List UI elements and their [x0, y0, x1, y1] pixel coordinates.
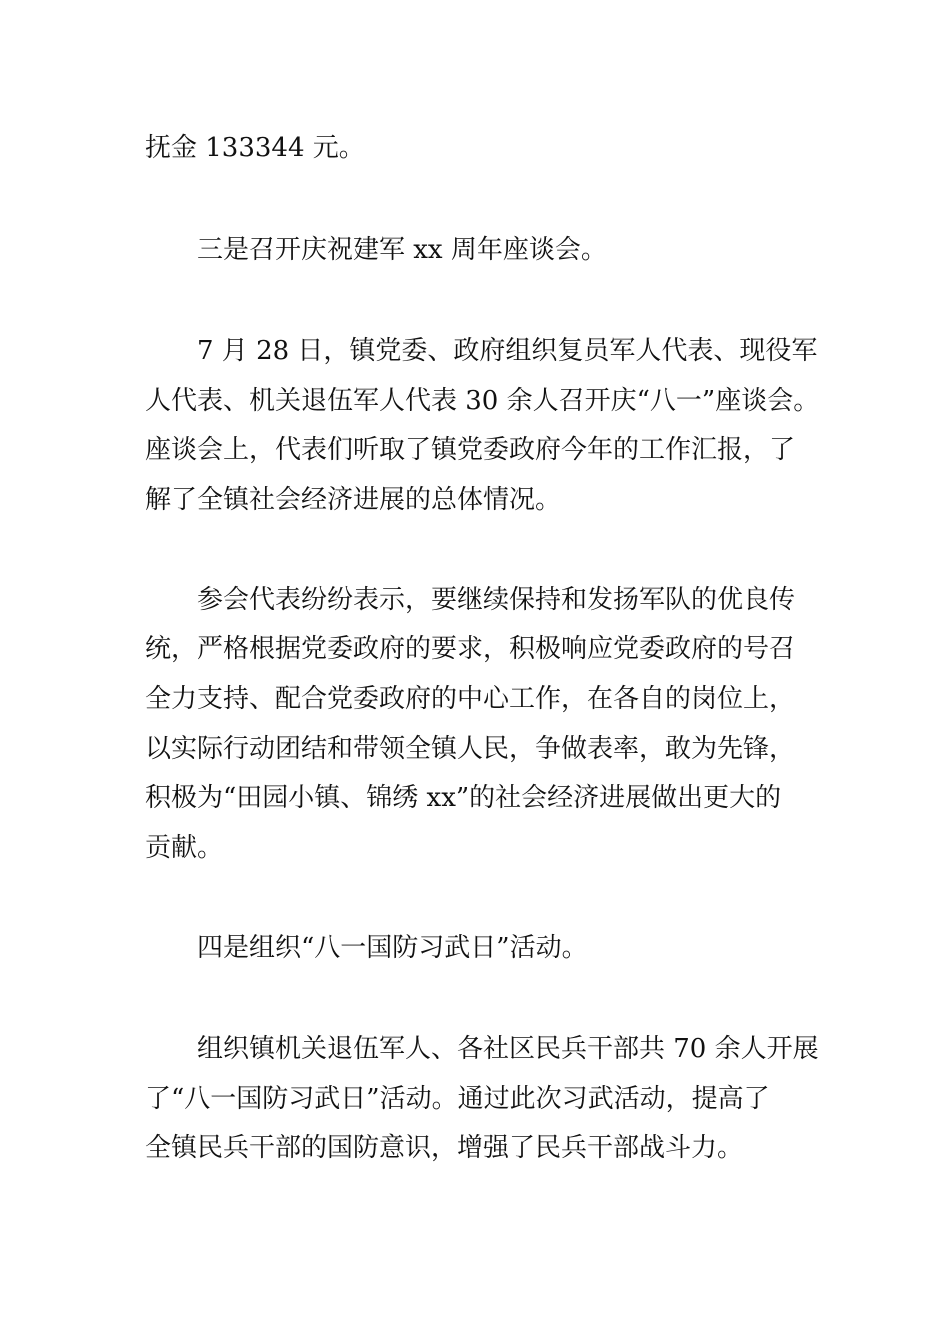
paragraph-line: 积极为“田园小镇、锦绣 xx”的社会经济进展做出更大的 — [145, 783, 782, 813]
paragraph-line: 以实际行动团结和带领全镇人民，争做表率，敢为先锋， — [145, 734, 796, 764]
paragraph-line: 座谈会上，代表们听取了镇党委政府今年的工作汇报，了 — [145, 435, 796, 465]
section-heading: 四是组织“八一国防习武日”活动。 — [197, 933, 588, 963]
paragraph-line: 解了全镇社会经济进展的总体情况。 — [145, 485, 562, 515]
paragraph-line: 参会代表纷纷表示，要继续保持和发扬军队的优良传 — [197, 585, 796, 615]
paragraph-line: 贡献。 — [145, 833, 224, 863]
paragraph-line: 统，严格根据党委政府的要求，积极响应党委政府的号召 — [145, 634, 796, 664]
paragraph-line: 人代表、机关退伍军人代表 30 余人召开庆“八一”座谈会。 — [145, 386, 820, 416]
paragraph-line: 7 月 28 日，镇党委、政府组织复员军人代表、现役军 — [197, 336, 818, 366]
paragraph-line: 抚金 133344 元。 — [145, 133, 365, 163]
paragraph-line: 全力支持、配合党委政府的中心工作，在各自的岗位上， — [145, 684, 796, 714]
paragraph-line: 全镇民兵干部的国防意识，增强了民兵干部战斗力。 — [145, 1133, 744, 1163]
paragraph-line: 组织镇机关退伍军人、各社区民兵干部共 70 余人开展 — [197, 1034, 819, 1064]
paragraph-line: 了“八一国防习武日”活动。通过此次习武活动，提高了 — [145, 1084, 770, 1114]
section-heading: 三是召开庆祝建军 xx 周年座谈会。 — [197, 235, 607, 265]
